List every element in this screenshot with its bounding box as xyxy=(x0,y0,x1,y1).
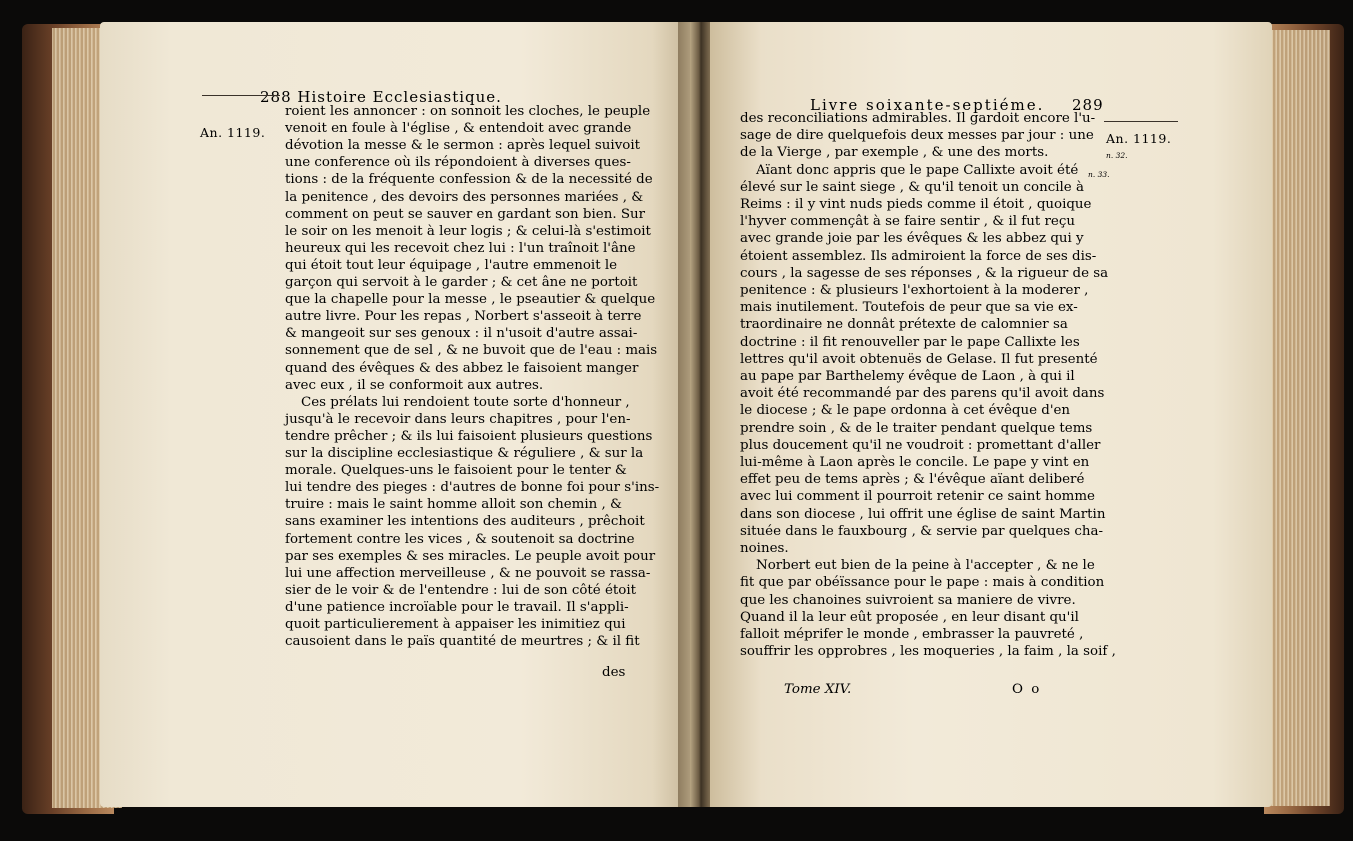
text-line: venoit en foule à l'église , & entendoit avec grande xyxy=(285,121,632,137)
text-line: Ces prélats lui rendoient toute sorte d'honneur , xyxy=(301,394,630,410)
text-line: qui étoit tout leur équipage , l'autre emmenoit le xyxy=(285,257,618,273)
text-line: d'une patience incroïable pour le travail. Il s'appli- xyxy=(285,599,629,615)
text-line: l'hyver commençât à se faire sentir , & il fut reçu xyxy=(740,214,1075,230)
right-margin-note-1: n. 32. xyxy=(1106,151,1128,160)
text-line: fit que par obéïssance pour le pape : mais à condition xyxy=(740,575,1105,591)
right-running-head: Livre soixante-septiéme. xyxy=(810,96,1045,114)
text-line: prendre soin , & de le traiter pendant quelque tems xyxy=(740,420,1093,436)
text-line: avoit été recommandé par des parens qu'il avoit dans xyxy=(740,386,1105,402)
text-line: sur la discipline ecclesiastique & réguliere , & sur la xyxy=(285,446,644,461)
text-line: doctrine : il fit renouveller par le pape Callixte les xyxy=(740,334,1080,350)
book-gutter xyxy=(690,22,710,807)
text-line: truire : mais le saint homme alloit son chemin , & xyxy=(285,497,622,513)
text-line: Reims : il y vint nuds pieds comme il étoit , quoique xyxy=(740,197,1092,212)
book-spread xyxy=(22,18,1344,828)
text-line: que les chanoines suivroient sa maniere de vivre. xyxy=(740,592,1076,608)
text-line: dévotion la messe & le sermon : après lequel suivoit xyxy=(285,138,640,154)
right-margin-note-2: n. 33. xyxy=(1088,170,1110,179)
text-line: dans son diocese , lui offrit une église de saint Martin xyxy=(740,506,1106,522)
text-line: fortement contre les vices , & soutenoit sa doctrine xyxy=(285,531,635,547)
page-edges-right xyxy=(1264,30,1330,806)
text-line: une conference où ils répondoient à diverses ques- xyxy=(285,155,631,171)
right-page-number: 289 xyxy=(1072,96,1104,114)
text-line: mais inutilement. Toutefois de peur que sa vie ex- xyxy=(740,300,1078,316)
text-line: sonnement que de sel , & ne buvoit que de l'eau : mais xyxy=(285,343,658,359)
text-line: causoient dans le païs quantité de meurtres ; & il fit xyxy=(285,634,640,650)
right-margin-year: An. 1119. xyxy=(1106,131,1172,146)
text-line: tendre prêcher ; & ils lui faisoient plusieurs questions xyxy=(285,428,653,444)
text-line: quand des évêques & des abbez le faisoient manger xyxy=(285,360,639,376)
text-line: falloit méprifer le monde , embrasser la pauvreté , xyxy=(740,627,1084,642)
text-line: que la chapelle pour la messe , le pseautier & quelque xyxy=(285,292,656,308)
text-line: le soir on les menoit à leur logis ; & celui-là s'estimoit xyxy=(285,223,651,239)
text-line: des reconciliations admirables. Il gardoit encore l'u- xyxy=(740,111,1096,126)
text-line: Norbert eut bien de la peine à l'accepter , & ne le xyxy=(756,558,1095,574)
text-line: située dans le fauxbourg , & servie par quelques cha- xyxy=(740,523,1104,539)
text-line: jusqu'à le recevoir dans leurs chapitres , pour l'en- xyxy=(285,411,631,427)
text-line: avec eux , il se conformoit aux autres. xyxy=(285,377,544,393)
right-margin-rule xyxy=(1104,121,1178,122)
text-line: & mangeoit sur ses genoux : il n'usoit d'autre assai- xyxy=(285,326,638,342)
text-line: étoient assemblez. Ils admiroient la force de ses dis- xyxy=(740,248,1097,264)
text-line: roient les annoncer : on sonnoit les cloches, le peuple xyxy=(285,104,651,119)
text-line: sage de dire quelquefois deux messes par jour : une xyxy=(740,128,1094,144)
text-line: par ses exemples & ses miracles. Le peuple avoit pour xyxy=(285,548,656,564)
text-line: sier de le voir & de l'entendre : lui de son côté étoit xyxy=(285,582,636,598)
text-line: lui-même à Laon après le concile. Le pape y vint en xyxy=(740,455,1090,470)
text-line: traordinaire ne donnât prétexte de calomnier sa xyxy=(740,317,1068,333)
text-line: cours , la sagesse de ses réponses , & la rigueur de sa xyxy=(740,265,1109,281)
text-line: sans examiner les intentions des auditeurs , prêchoit xyxy=(285,514,645,530)
text-line: lettres qu'il avoit obtenuës de Gelase. Il fut presenté xyxy=(740,351,1098,367)
text-line: penitence : & plusieurs l'exhortoient à la moderer , xyxy=(740,283,1089,298)
left-margin-rule xyxy=(202,95,280,96)
text-line: autre livre. Pour les repas , Norbert s'asseoit à terre xyxy=(285,309,642,325)
text-line: élevé sur le saint siege , & qu'il tenoit un concile à xyxy=(740,179,1084,195)
text-line: comment on peut se sauver en gardant son bien. Sur xyxy=(285,206,646,222)
signature-tome: Tome XIV. xyxy=(784,682,852,697)
text-line: lui une affection merveilleuse , & ne pouvoit se rassa- xyxy=(285,565,651,581)
text-line: au pape par Barthelemy évêque de Laon , à qui il xyxy=(740,369,1075,384)
text-line: noines. xyxy=(740,541,789,556)
text-line: avec grande joie par les évêques & les abbez qui y xyxy=(740,231,1084,247)
text-line: garçon qui servoit à le garder ; & cet âne ne portoit xyxy=(285,275,638,290)
left-catchword: des xyxy=(602,665,626,680)
left-margin-year: An. 1119. xyxy=(200,125,266,140)
text-line: quoit particulierement à appaiser les inimitiez qui xyxy=(285,617,626,632)
text-line: de la Vierge , par exemple , & une des morts. xyxy=(740,145,1049,161)
signature-mark: O o xyxy=(1012,682,1042,697)
left-running-head: 288 Histoire Ecclesiastique. xyxy=(260,88,502,106)
text-line: effet peu de tems après ; & l'évêque aïant deliberé xyxy=(740,472,1085,488)
text-line: la penitence , des devoirs des personnes mariées , & xyxy=(285,189,644,205)
text-line: Aïant donc appris que le pape Callixte avoit été xyxy=(756,162,1079,178)
text-line: plus doucement qu'il ne voudroit : promettant d'aller xyxy=(740,437,1101,453)
text-line: souffrir les opprobres , les moqueries , la faim , la soif , xyxy=(740,644,1116,660)
text-line: Quand il la leur eût proposée , en leur disant qu'il xyxy=(740,609,1079,625)
text-line: avec lui comment il pourroit retenir ce saint homme xyxy=(740,489,1095,505)
text-line: lui tendre des pieges : d'autres de bonne foi pour s'ins- xyxy=(285,480,660,496)
text-line: tions : de la fréquente confession & de la necessité de xyxy=(285,172,653,188)
text-line: heureux qui les recevoit chez lui : l'un traînoit l'âne xyxy=(285,240,636,256)
text-line: morale. Quelques-uns le faisoient pour le tenter & xyxy=(285,463,627,479)
text-line: le diocese ; & le pape ordonna à cet évêque d'en xyxy=(740,403,1071,419)
